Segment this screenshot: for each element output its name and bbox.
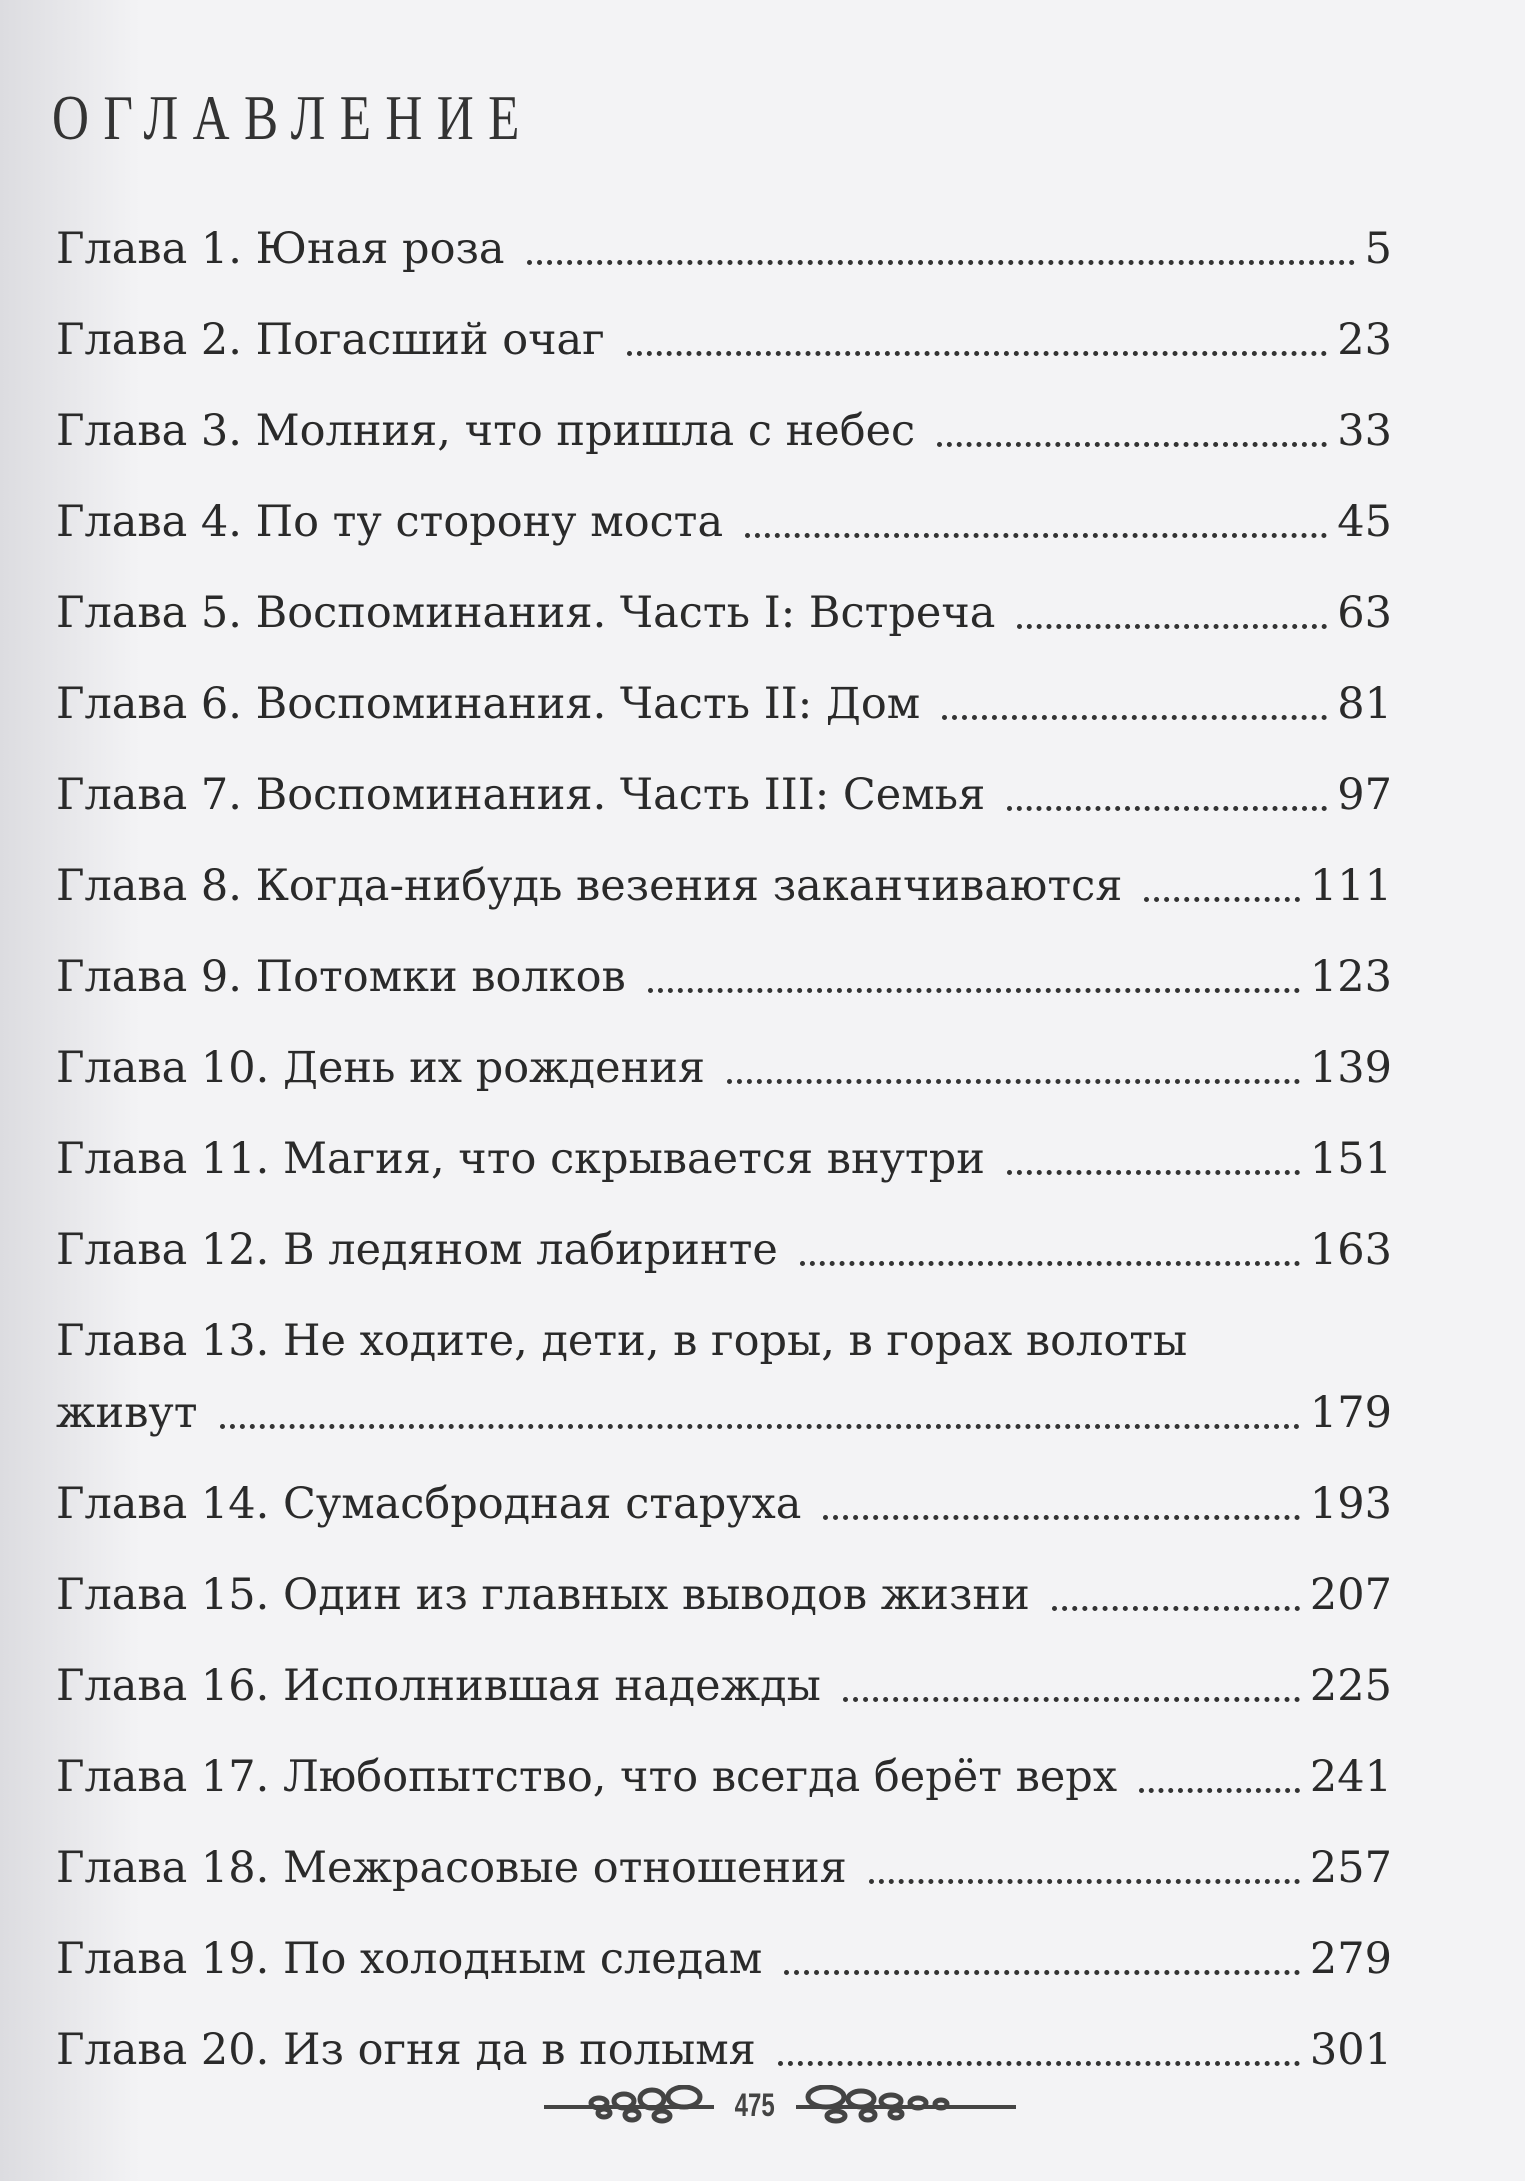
toc-entry-page: 45 — [1337, 497, 1392, 547]
leader-dots — [784, 1969, 1300, 1975]
toc-entry[interactable] — [56, 552, 1392, 643]
leader-dots — [220, 1423, 1300, 1429]
toc-entry[interactable] — [56, 1280, 1392, 1443]
toc-entry[interactable] — [56, 461, 1392, 552]
right-leaf-ornament-icon — [796, 2085, 1016, 2125]
page-title: ОГЛАВЛЕНИЕ — [52, 81, 534, 153]
toc-entry-title: Глава 16. Исполнившая надежды — [56, 1661, 821, 1711]
toc-entry-title: Глава 5. Воспоминания. Часть I: Встреча — [56, 588, 996, 638]
toc-entry[interactable] — [56, 1443, 1392, 1534]
toc-entry-page: 23 — [1337, 315, 1392, 365]
toc-entry-page: 279 — [1309, 1934, 1392, 1984]
toc-entry-title: Глава 15. Один из главных выводов жизни — [56, 1570, 1030, 1620]
toc-entry[interactable] — [56, 370, 1392, 461]
toc-entry-title-continued: живут — [56, 1388, 198, 1438]
toc-entry-page: 225 — [1309, 1661, 1392, 1711]
toc-entry-page: 139 — [1309, 1043, 1392, 1093]
toc-entry[interactable] — [56, 734, 1392, 825]
leader-dots — [942, 714, 1327, 720]
toc-entry-title: Глава 14. Сумасбродная старуха — [56, 1479, 802, 1529]
page-footer — [480, 2075, 1080, 2135]
table-of-contents — [56, 188, 1392, 2080]
leader-dots — [778, 2060, 1300, 2066]
toc-entry-title: Глава 13. Не ходите, дети, в горы, в горах волоты — [56, 1316, 1188, 1366]
toc-entry-page: 123 — [1309, 952, 1392, 1002]
toc-entry-title: Глава 19. По холодным следам — [56, 1934, 763, 1984]
leader-dots — [727, 1078, 1300, 1084]
toc-entry-title: Глава 7. Воспоминания. Часть III: Семья — [56, 770, 986, 820]
toc-entry-page: 179 — [1309, 1388, 1392, 1438]
toc-entry[interactable] — [56, 1098, 1392, 1189]
toc-entry[interactable] — [56, 279, 1392, 370]
leader-dots — [627, 350, 1328, 356]
toc-entry-title: Глава 4. По ту сторону моста — [56, 497, 724, 547]
toc-entry-page: 163 — [1309, 1225, 1392, 1275]
toc-entry[interactable] — [56, 1989, 1392, 2080]
toc-entry[interactable] — [56, 643, 1392, 734]
leader-dots — [1017, 623, 1327, 629]
toc-entry-page: 241 — [1309, 1752, 1392, 1802]
toc-entry-page: 5 — [1364, 224, 1392, 274]
toc-entry-title: Глава 10. День их рождения — [56, 1043, 706, 1093]
leader-dots — [800, 1260, 1300, 1266]
toc-entry-page: 97 — [1337, 770, 1392, 820]
leader-dots — [937, 441, 1327, 447]
page-number: 475 — [734, 2086, 776, 2123]
toc-entry-title: Глава 9. Потомки волков — [56, 952, 626, 1002]
toc-entry[interactable] — [56, 1716, 1392, 1807]
toc-entry-title: Глава 12. В ледяном лабиринте — [56, 1225, 778, 1275]
toc-entry-title: Глава 17. Любопытство, что всегда берёт верх — [56, 1752, 1118, 1802]
leader-dots — [1007, 1169, 1300, 1175]
toc-entry[interactable] — [56, 1189, 1392, 1280]
left-leaf-ornament-icon — [544, 2085, 714, 2125]
leader-dots — [648, 987, 1300, 993]
toc-entry[interactable] — [56, 188, 1392, 279]
toc-entry-title: Глава 6. Воспоминания. Часть II: Дом — [56, 679, 921, 729]
toc-entry[interactable] — [56, 916, 1392, 1007]
toc-entry-page: 33 — [1337, 406, 1392, 456]
toc-entry[interactable] — [56, 1625, 1392, 1716]
toc-entry-page: 257 — [1309, 1843, 1392, 1893]
toc-entry[interactable] — [56, 825, 1392, 916]
toc-entry-page: 301 — [1309, 2025, 1392, 2075]
toc-entry-title: Глава 18. Межрасовые отношения — [56, 1843, 847, 1893]
toc-entry-title: Глава 1. Юная роза — [56, 224, 505, 274]
leader-dots — [1007, 805, 1327, 811]
toc-entry[interactable] — [56, 1534, 1392, 1625]
toc-entry-title: Глава 3. Молния, что пришла с небес — [56, 406, 916, 456]
leader-dots — [1139, 1787, 1300, 1793]
toc-entry-page: 63 — [1337, 588, 1392, 638]
leader-dots — [823, 1514, 1299, 1520]
leader-dots — [1052, 1605, 1300, 1611]
toc-entry[interactable] — [56, 1898, 1392, 1989]
toc-entry[interactable] — [56, 1007, 1392, 1098]
toc-entry-page: 207 — [1309, 1570, 1392, 1620]
toc-entry[interactable] — [56, 1807, 1392, 1898]
leader-dots — [1144, 896, 1300, 902]
toc-entry-title: Глава 2. Погасший очаг — [56, 315, 605, 365]
toc-entry-page: 193 — [1309, 1479, 1392, 1529]
toc-entry-page: 151 — [1309, 1134, 1392, 1184]
toc-entry-page: 111 — [1309, 861, 1392, 911]
toc-entry-title: Глава 20. Из огня да в полымя — [56, 2025, 756, 2075]
leader-dots — [869, 1878, 1300, 1884]
toc-entry-title: Глава 11. Магия, что скрывается внутри — [56, 1134, 985, 1184]
leader-dots — [527, 259, 1355, 265]
toc-entry-title: Глава 8. Когда-нибудь везения заканчиваются — [56, 861, 1123, 911]
leader-dots — [745, 532, 1327, 538]
toc-entry-page: 81 — [1337, 679, 1392, 729]
leader-dots — [843, 1696, 1300, 1702]
